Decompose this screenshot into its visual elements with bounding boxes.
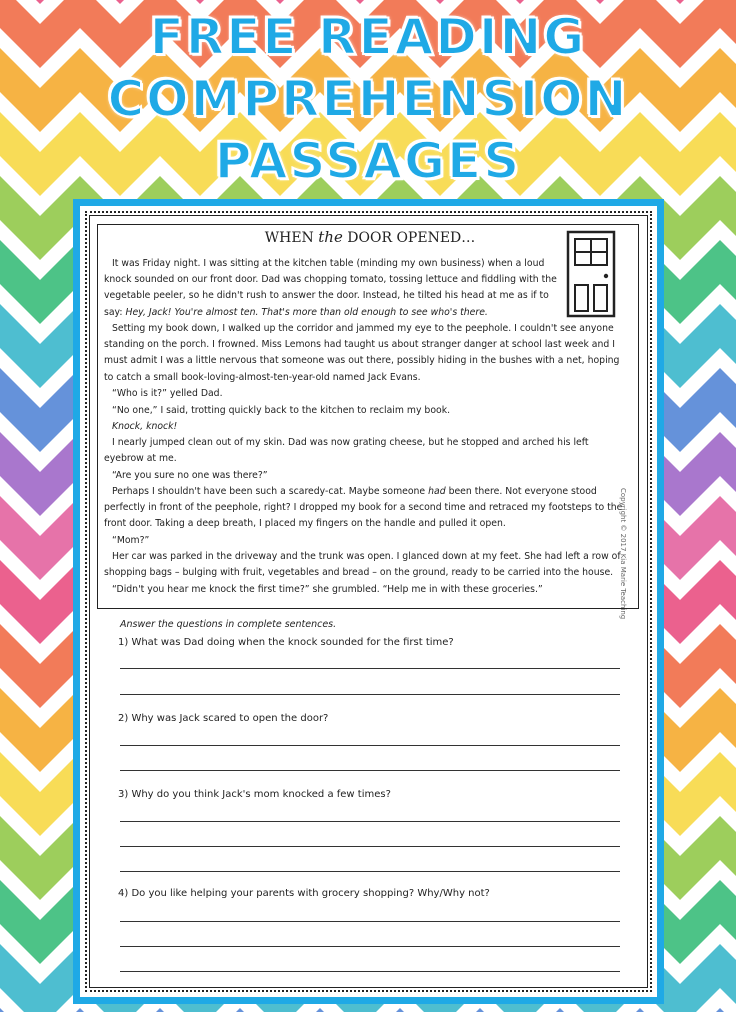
story-paragraph-1: It was Friday night. I was sitting at the kitchen table (minding my own business) when a loud knock sounded on our front door. Dad was chopping tomato, tossing lettuce and fiddling with the vegetable peeler, so he didn't rush to answer the door. Instead, he tilted his head at me as if to say: Hey, Jack! You're almost ten. That's more than old enough to see who's there.	[104, 258, 557, 318]
story-paragraph-7: “Are you sure no one was there?”	[112, 470, 268, 481]
question-2: 2) Why was Jack scared to open the door?	[118, 713, 329, 724]
story-title: WHEN the DOOR OPENED…	[264, 228, 476, 246]
door-icon	[566, 230, 616, 318]
story-paragraph-5: Knock, knock!	[112, 421, 178, 432]
question-4: 4) Do you like helping your parents with grocery shopping? Why/Why not?	[118, 888, 490, 899]
page-title-line-3: PASSAGES	[214, 132, 522, 190]
story-paragraph-3: “Who is it?” yelled Dad.	[112, 388, 223, 399]
answer-line[interactable]	[120, 971, 620, 972]
story-paragraph-8: Perhaps I shouldn't have been such a scaredy-cat. Maybe someone had been there. Not everyone stood perfectly in front of the peephole, right? I dropped my book for a second time and retraced my footsteps to the front door. Taking a deep breath, I placed my fingers on the handle and pulled it open.	[104, 486, 623, 530]
page-title-line-1: FREE READING	[149, 8, 587, 66]
answer-line[interactable]	[120, 694, 620, 695]
question-instructions: Answer the questions in complete sentences.	[120, 619, 337, 630]
answer-line[interactable]	[120, 946, 620, 947]
page-title-line-2: COMPREHENSION	[107, 70, 629, 128]
story-paragraph-11: “Didn't you hear me knock the first time?” she grumbled. “Help me in with these groceries.”	[112, 584, 543, 595]
story-paragraph-10: Her car was parked in the driveway and the trunk was open. I glanced down at my feet. She had left a row of shopping bags – bulging with fruit, vegetables and bread – on the ground, ready to be carried into the house.	[104, 551, 621, 579]
story-paragraph-4: “No one,” I said, trotting quickly back to the kitchen to reclaim my book.	[112, 405, 451, 416]
copyright-text: Copyright © 2017 Kia Marie Teaching	[619, 488, 627, 620]
answer-line[interactable]	[120, 846, 620, 847]
question-1: 1) What was Dad doing when the knock sounded for the first time?	[118, 637, 454, 648]
answer-line[interactable]	[120, 921, 620, 922]
story-paragraph-9: “Mom?”	[112, 535, 150, 546]
story-paragraph-6: I nearly jumped clean out of my skin. Dad was now grating cheese, but he stopped and arched his left eyebrow at me.	[104, 437, 589, 465]
question-3: 3) Why do you think Jack's mom knocked a few times?	[118, 789, 391, 800]
answer-line[interactable]	[120, 745, 620, 746]
answer-line[interactable]	[120, 770, 620, 771]
answer-line[interactable]	[120, 871, 620, 872]
answer-line[interactable]	[120, 821, 620, 822]
answer-line[interactable]	[120, 668, 620, 669]
story-paragraph-2: Setting my book down, I walked up the corridor and jammed my eye to the peephole. I couldn't see anyone standing on the porch. I frowned. Miss Lemons had taught us about stranger danger at school last week and I must admit I was a little nervous that someone was out there, possibly hiding in the bushes with a net, hoping to catch a small book-loving-almost-ten-year-old named Jack Evans.	[104, 323, 620, 383]
